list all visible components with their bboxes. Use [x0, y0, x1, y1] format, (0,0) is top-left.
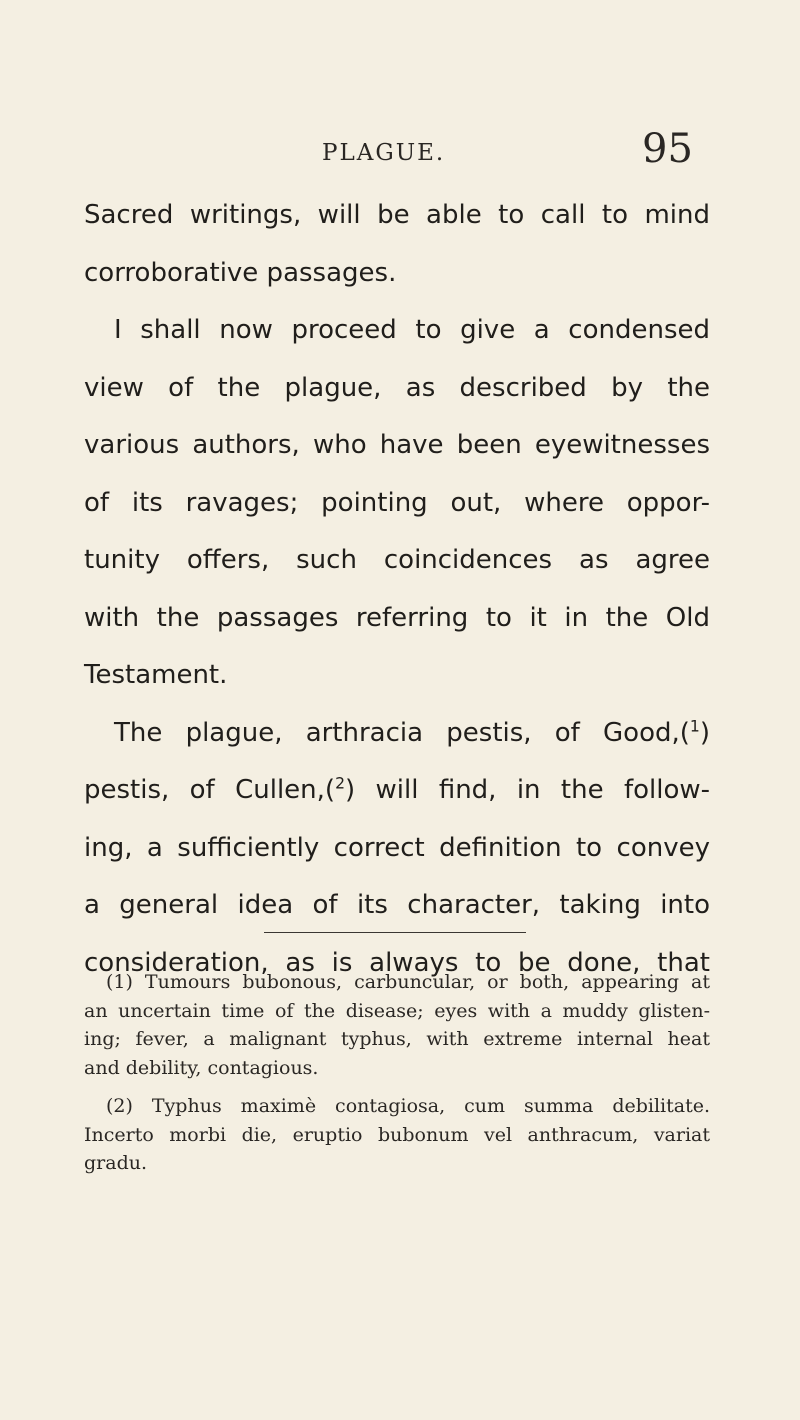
- footnote-line: ing; fever, a malignant typhus, with extreme internal heat: [84, 1028, 710, 1050]
- footnote-line: Incerto morbi die, eruptio bubonum vel anthracum, variat: [84, 1123, 710, 1146]
- text-segment: pestis, of Cullen,(: [84, 775, 336, 805]
- paragraph-2: [84, 302, 710, 705]
- text-line: Testament.: [84, 660, 228, 690]
- text-segment: ) will find, in the follow-: [344, 775, 711, 805]
- page-number: 95: [642, 126, 693, 172]
- footnote-line: and debility, contagious.: [84, 1056, 319, 1079]
- footnote-ref-1[interactable]: 1: [689, 717, 700, 736]
- footnote-1: [84, 968, 710, 1082]
- text-line: Sacred writings, will be able to call to mind: [84, 200, 710, 230]
- footnotes: [84, 968, 710, 1188]
- text-line: various authors, who have been eyewitnesses: [84, 430, 710, 460]
- text-line: [84, 762, 710, 820]
- footnote-line: an uncertain time of the disease; eyes with a muddy glisten-: [84, 999, 710, 1022]
- footnote-line: (1) Tumours bubonous, carbuncular, or both, appearing at: [106, 971, 710, 993]
- text-line: corroborative passages.: [84, 257, 397, 288]
- text-line: tunity offers, such coincidences as agree: [84, 545, 710, 575]
- footnote-line: (2) Typhus maximè contagiosa, cum summa debilitate.: [106, 1095, 710, 1117]
- running-title: PLAGUE.: [322, 140, 446, 166]
- footnote-ref-2[interactable]: 2: [335, 774, 345, 793]
- text-line: with the passages referring to it in the Old: [84, 602, 710, 633]
- text-line: ing, a sufficiently correct definition to convey: [84, 832, 710, 863]
- text-line: view of the plague, as described by the: [84, 372, 710, 403]
- text-segment: The plague, arthracia pestis, of Good,(: [114, 717, 690, 748]
- footnote-2: [84, 1092, 710, 1178]
- paragraph-1: [84, 187, 710, 302]
- text-line: I shall now proceed to give a condensed: [114, 315, 710, 345]
- paragraph-3: [84, 705, 710, 993]
- text-segment: ): [699, 717, 710, 748]
- text-line: consideration, as is always to be done, that: [84, 947, 710, 978]
- text-line: a general idea of its character, taking into: [84, 890, 710, 920]
- body-text: [84, 187, 710, 992]
- text-line: of its ravages; pointing out, where oppor-: [84, 487, 710, 518]
- footnote-divider: [264, 932, 526, 933]
- footnote-line: gradu.: [84, 1152, 148, 1174]
- text-line: [84, 705, 710, 763]
